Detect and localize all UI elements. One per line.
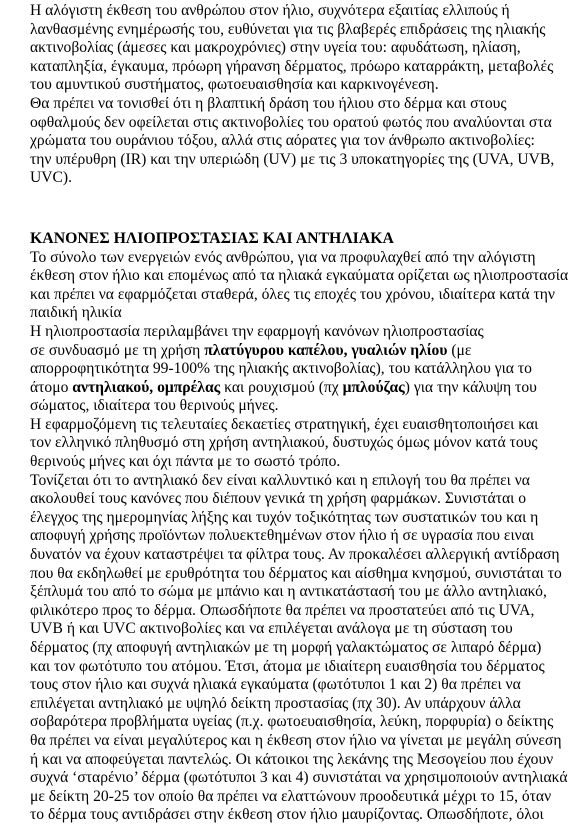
text-line: ακολουθεί τους κανόνες που διέπουν γενικά τη χρήση φαρμάκων. Συνιστάται ο (30, 490, 527, 508)
text-line: φιλικότερο προς το δέρμα. Οπωσδήποτε θα πρέπει να προστατεύει από τις UVA, (30, 601, 535, 619)
text-line: αποφυγή χρήσης προϊόντων πολυεκτεθημένων στον ήλιο ή σε υγρασία που ειναι (30, 527, 535, 545)
text-line: σώματος, ιδιαίτερα του θερινούς μήνες. (30, 397, 279, 415)
text-line: λανθασμένης ενημέρωσής του, ευθύνεται για τις βλαβερές επιδράσεις της ηλιακής (30, 20, 546, 38)
text-line: οφθαλμούς δεν οφείλεται στις ακτινοβολίες του ορατού φωτός που αναλύονται στα (30, 113, 552, 131)
text-line: και τον φωτότυπο του ατόμου. Έτσι, άτομα με ιδιαίτερη ευαισθησία του δέρματος (30, 657, 545, 675)
text-line: του αμυντικού συστήματος, φωτοευαισθησία και καρκινογένεση. (30, 76, 439, 94)
text-line: παιδική ηλικία (30, 304, 122, 322)
text-line: τον ελληνικό πληθυσμό στη χρήση αντηλιακού, δυστυχώς όμως μόνον κατά τους (30, 434, 538, 452)
section-heading: ΚΑΝΟΝΕΣ ΗΛΙΟΠΡΟΣΤΑΣΙΑΣ ΚΑΙ ΑΝΤΗΛΙΑΚΑ (30, 229, 394, 247)
text-line: τους στον ήλιο και συχνά ηλιακά εγκαύματα (φωτότυποι 1 και 2) θα πρέπει να (30, 676, 521, 694)
text-line: ή και να αποφεύγεται παντελώς. Οι κάτοικοι της λεκάνης της Μεσογείου που έχουν (30, 750, 554, 768)
text-run: άτομο (30, 378, 73, 396)
text-line: επιλέγεται αντηλιακό με υψηλό δείκτη προστασίας (πχ 30). Αν υπάρχουν άλλα (30, 694, 521, 712)
text-line: UVC). (30, 169, 73, 187)
text-line (30, 379, 586, 398)
text-run: και ρουχισμού (πχ (220, 378, 343, 396)
text-run: ) για την κάλυψη του (404, 378, 537, 396)
text-line: Το σύνολο των ενεργειών ενός ανθρώπου, για να προφυλαχθεί από την αλόγιστη (30, 248, 536, 266)
text-line: θα πρέπει να είναι μεγαλύτερος και η έκθεση στον ήλιο να γίνεται με μεγάλη σύνεση (30, 731, 562, 749)
text-line: καταπληξία, έγκαυμα, πρόωρη γήρανση δέρματος, πρόωρο καταρράκτη, μεταβολές (30, 57, 554, 75)
text-run: (με (447, 341, 472, 359)
text-line: και πρέπει να εφαρμόζεται σταθερά, όλες τις εποχές του χρόνου, ιδιαίτερα κατά την (30, 285, 555, 303)
text-line: έλεγχος της ημερομηνίας λήξης και τυχόν τοξικότητας των συστατικών του και η (30, 508, 539, 526)
body-text (30, 249, 586, 825)
text-line: ακτινοβολίας (άμεσες και μακροχρόνιες) στην υγεία του: αφυδάτωση, ηλίαση, (30, 39, 521, 57)
bold-text-hat-sunglasses: πλατύγυρου καπέλου, γυαλιών ηλίου (204, 341, 448, 359)
text-line: Η ηλιοπροστασία περιλαμβάνει την εφαρμογή κανόνων ηλιοπροστασίας (30, 322, 484, 340)
bold-text-blouse: μπλούζας (342, 378, 405, 396)
text-line: Θα πρέπει να τονισθεί ότι η βλαπτική δράση του ήλιου στο δέρμα και στους (30, 94, 507, 112)
text-line: με δείκτη 20-25 τον οποίο θα πρέπει να ελαττώνουν προοδευτικά μέχρι το 15, όταν (30, 787, 552, 805)
section-spacer (30, 188, 586, 230)
text-run: σε συνδυασμό με τη χρήση (30, 341, 205, 359)
text-line: δυνατόν να έχουν καταστρέψει τα φίλτρα τους. Αν προκαλέσει αλλεργική αντίδραση (30, 546, 560, 564)
text-line (30, 342, 586, 361)
text-line: UVB ή και UVC ακτινοβολίες και να επιλέγεται ανάλογα με τη σύσταση του (30, 620, 513, 638)
text-line: Η εφαρμοζόμενη τις τελευταίες δεκαετίες στρατηγική, έχει ευαισθητοποιήσει και (30, 415, 539, 433)
text-line: σοβαρότερα προβλήματα υγείας (π.χ. φωτοευαισθησία, λεύκη, πορφυρία) ο δείκτης (30, 713, 554, 731)
bold-text-sunscreen-umbrella: αντηλιακού, ομπρέλας (72, 378, 221, 396)
text-line: χρώματα του ουράνιου τόξου, αλλά στις αόρατες για τον άνθρωπο ακτινοβολίες: (30, 132, 535, 150)
text-line: την υπέρυθρη (IR) και την υπεριώδη (UV) με τις 3 υποκατηγορίες της (UVA, UVB, (30, 150, 555, 168)
text-line: θερινούς μήνες και όχι πάντα με το σωστό τρόπο. (30, 453, 341, 471)
intro-paragraph (30, 2, 586, 188)
text-line: που θα εκδηλωθεί με ερυθρότητα του δέρματος και αίσθημα κνησμού, συνιστάται το (30, 564, 562, 582)
text-line: έκθεση στον ήλιο και επομένως από τα ηλιακά εγκαύματα ορίζεται ως ηλιοπροστασία (30, 267, 569, 285)
text-line: ξέπλυμά του από το σώμα με μπάνιο και η αντικατάστασή του με άλλο αντηλιακό, (30, 583, 547, 601)
text-line: δέρματος (πχ αποφυγή αντηλιακών με τη μορφή γαλακτώματος σε λιπαρό δέρμα) (30, 639, 542, 656)
text-line: Η αλόγιστη έκθεση του ανθρώπου στον ήλιο, συχνότερα εξαιτίας ελλιπούς ή (30, 2, 510, 19)
text-line: Τονίζεται ότι το αντηλιακό δεν είναι καλλυντικό και η επιλογή του θα πρέπει να (30, 471, 530, 489)
text-line: συχνά ‘σταρένιο’ δέρμα (φωτότυποι 3 και 4) συνιστάται να χρησιμοποιούν αντηλιακά (30, 769, 568, 787)
text-line: το δέρμα τους αντιδράσει στην έκθεση στον ήλιο μαυρίζοντας. Οπωσδήποτε, όλοι (30, 806, 544, 824)
document-page (30, 2, 586, 825)
text-line: απορροφητικότητα 99-100% της ηλιακής ακτινοβολίας), του κατάλληλου για το (30, 360, 532, 378)
